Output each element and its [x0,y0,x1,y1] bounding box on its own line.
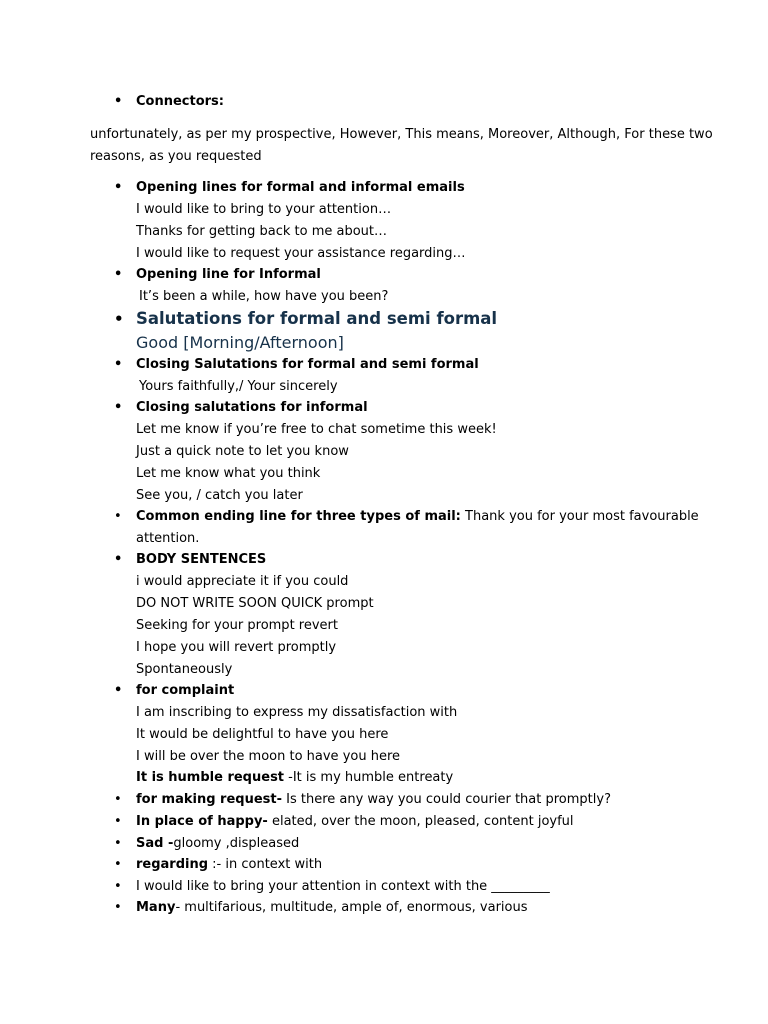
happy-label: In place of happy- [136,814,268,829]
making-request-text: Is there any way you could courier that promptly? [281,792,611,807]
many-text: - multifarious, multitude, ample of, enormous, various [175,900,528,915]
body-sentence-line: Seeking for your prompt revert [136,618,338,633]
body-sentence-line: DO NOT WRITE SOON QUICK prompt [136,596,374,611]
complaint-line: I will be over the moon to have you here [136,749,401,764]
common-ending-item [136,507,699,527]
complaint-line: I am inscribing to express my dissatisfaction with [136,705,458,720]
opening-formal-line: I would like to bring to your attention… [136,202,392,217]
connectors-text-line1: unfortunately, as per my prospective, However, This means, Moreover, Although, For these two [90,127,713,142]
regarding-label: regarding [136,857,209,872]
closing-formal-heading: • Closing Salutations for formal and semi formal [136,355,479,375]
body-sentence-line: Spontaneously [136,662,233,677]
opening-formal-heading: • Opening lines for formal and informal emails [136,178,465,198]
salutations-heading: • Salutations for formal and semi formal [136,308,497,330]
making-request-item [136,790,611,810]
humble-request-line [136,768,453,788]
humble-request-label: It is humble request [136,770,285,785]
body-sentence-line: I hope you will revert promptly [136,640,337,655]
bring-attention-item: • I would like to bring your attention in context with the _________ [136,877,550,897]
common-ending-text: Thank you for your most favourable [460,509,699,524]
closing-informal-heading: • Closing salutations for informal [136,398,368,418]
closing-formal-line: Yours faithfully,/ Your sincerely [139,379,338,394]
opening-informal-heading: • Opening line for Informal [136,265,321,285]
humble-request-text: -It is my humble entreaty [284,770,454,785]
making-request-label: for making request- [136,792,282,807]
opening-informal-line: It’s been a while, how have you been? [139,289,389,304]
sad-text: gloomy ,displeased [173,836,300,851]
sad-item [136,834,299,854]
happy-item [136,812,574,832]
body-sentences-heading: • BODY SENTENCES [136,550,266,570]
regarding-text: :- in context with [208,857,323,872]
many-item [136,898,528,918]
closing-informal-line: See you, / catch you later [136,488,303,503]
happy-text: elated, over the moon, pleased, content joyful [267,814,574,829]
connectors-text-line2: reasons, as you requested [90,149,262,164]
closing-informal-line: Let me know what you think [136,466,321,481]
complaint-heading: • for complaint [136,681,234,701]
regarding-item [136,855,322,875]
common-ending-heading: Common ending line for three types of mail: [136,509,461,524]
opening-formal-line: I would like to request your assistance regarding… [136,246,466,261]
many-label: Many [136,900,176,915]
opening-formal-line: Thanks for getting back to me about… [136,224,388,239]
closing-informal-line: Let me know if you’re free to chat sometime this week! [136,422,497,437]
closing-informal-line: Just a quick note to let you know [136,444,349,459]
connectors-heading: • Connectors: [136,92,224,112]
common-ending-text-cont: attention. [136,531,200,546]
sad-label: Sad - [136,836,174,851]
complaint-line: It would be delightful to have you here [136,727,389,742]
body-sentence-line: i would appreciate it if you could [136,574,349,589]
salutations-line: Good [Morning/Afternoon] [136,333,344,352]
